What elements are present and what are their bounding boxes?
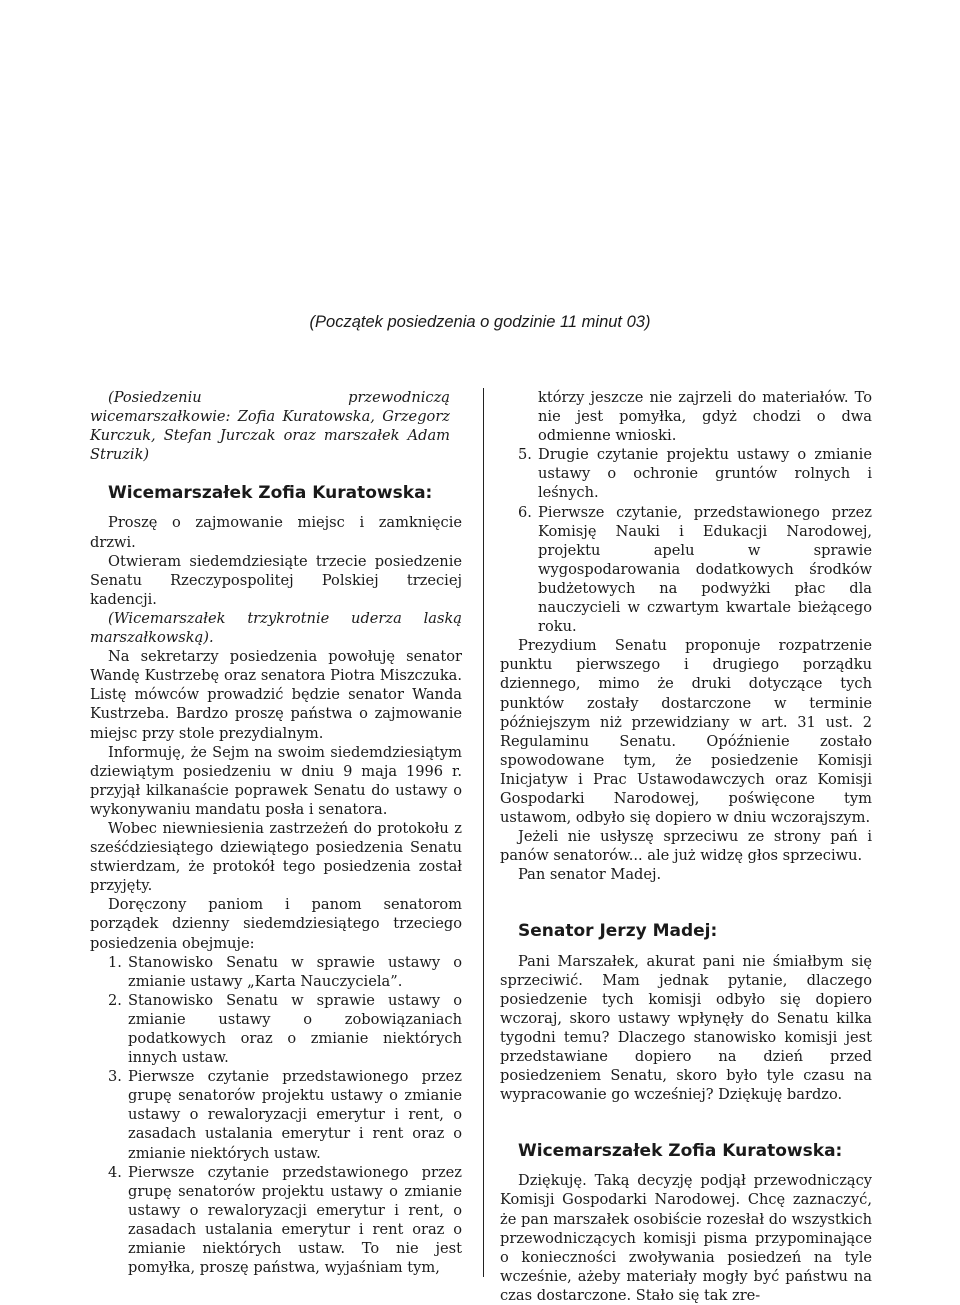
agenda-item-number: 5. bbox=[518, 446, 532, 464]
agenda-item bbox=[90, 991, 462, 1067]
stage-note: (Wicemarszałek trzykrotnie uderza laską marszałkowską). bbox=[90, 609, 462, 647]
paragraph: Proszę o zajmowanie miejsc i zamknięcie drzwi. bbox=[90, 514, 462, 551]
agenda-item bbox=[500, 445, 872, 502]
agenda-item-number: 6. bbox=[518, 503, 532, 521]
agenda-item-text: Stanowisko Senatu w sprawie ustawy o zmianie ustawy „Karta Nauczyciela”. bbox=[128, 953, 462, 990]
paragraph: Na sekretarzy posiedzenia powołuję senator Wandę Kustrzebę oraz senatora Piotra Miszczuka. Listę mówców prowadzić będzie senator Wanda Kustrzeba. Bardzo proszę państwa o zajmowanie miejsc przy stole prezydialnym. bbox=[90, 648, 462, 742]
session-opening-note: (Początek posiedzenia o godzinie 11 minut 03) bbox=[309, 313, 651, 331]
agenda-item-text: Pierwsze czytanie przedstawionego przez grupę senatorów projektu ustawy o zmianie ustawy o rewaloryzacji emerytur i rent, o zasadach ustalania emerytur i rent oraz o zmianie niektórych ustaw. bbox=[128, 1068, 462, 1162]
paragraph: Dziękuję. Taką decyzję podjął przewodniczący Komisji Gospodarki Narodowej. Chcę zaznaczyć, że pan marszałek osobiście rozesłał do wszystkich przewodniczących komisji pisma przypominające o konieczności zwoływania posiedzeń na tyle wcześnie, ażeby materiały mogły być państwu na czas dostarczone. Stało się tak zre- bbox=[500, 1172, 872, 1304]
agenda-item-number: 3. bbox=[108, 1068, 122, 1086]
column-divider bbox=[483, 388, 484, 1277]
agenda-item bbox=[500, 503, 872, 637]
agenda-item-text: Pierwsze czytanie przedstawionego przez grupę senatorów projektu ustawy o zmianie ustawy o rewaloryzacji emerytur i rent, o zasadach ustalania emerytur i rent oraz o zmianie niektórych ustaw. To nie jest pomyłka, proszę państwa, wyjaśniam tym, bbox=[128, 1163, 462, 1277]
speaker-heading: Wicemarszałek Zofia Kuratowska: bbox=[108, 483, 433, 504]
speaker-heading: Senator Jerzy Madej: bbox=[518, 921, 718, 942]
agenda-item-number: 2. bbox=[108, 991, 122, 1009]
agenda-item bbox=[90, 1163, 462, 1278]
right-column bbox=[500, 388, 872, 1305]
paragraph: Wobec niewniesienia zastrzeżeń do protokołu z sześćdziesiątego dziewiątego posiedzenia Senatu stwierdzam, że protokół tego posiedzenia został przyjęty. bbox=[90, 819, 462, 895]
paragraph: Doręczony paniom i panom senatorom porządek dzienny siedemdziesiątego trzeciego posiedzenia obejmuje: bbox=[90, 896, 462, 952]
paragraph: Pani Marszałek, akurat pani nie śmiałbym się sprzeciwić. Mam jednak pytanie, dlaczego posiedzenie tych komisji odbyło się dopiero wczoraj, skoro ustawy wpłynęły do Senatu kilka tygodni temu? Dlaczego stanowisko komisji jest przedstawiane dopiero na dzień przed posiedzeniem Senatu, skoro było tyle czasu na wypracowanie go wcześniej? Dziękuję bardzo. bbox=[500, 952, 872, 1104]
agenda-item-number: 4. bbox=[108, 1163, 122, 1181]
agenda-list bbox=[500, 445, 872, 636]
paragraph: Prezydium Senatu proponuje rozpatrzenie punktu pierwszego i drugiego porządku dziennego, mimo że druki dotyczące tych punktów zostały dostarczone w terminie późniejszym niż przewidziany w art. 31 ust. 2 Regulaminu Senatu. Opóźnienie zostało spowodowane tym, że posiedzenie Komisji Inicjatyw i Prac Ustawodawczych oraz Komisji Gospodarki Narodowej, poświęcone tym ustawom, odbyło się dopiero w dniu wczorajszym. bbox=[500, 637, 872, 827]
agenda-item bbox=[90, 953, 462, 991]
paragraph: Informuję, że Sejm na swoim siedemdziesiątym dziewiątym posiedzeniu w dniu 9 maja 1996 r. przyjął kilkanaście poprawek Senatu do ustawy o wykonywaniu mandatu posła i senatora. bbox=[90, 743, 462, 818]
agenda-item-text: Pierwsze czytanie, przedstawionego przez Komisję Nauki i Edukacji Narodowej, projektu apelu w sprawie wygospodarowania dodatkowych środków budżetowych na podwyżki płac dla nauczycieli w czwartym kwartale bieżącego roku. bbox=[538, 503, 872, 636]
paragraph: Jeżeli nie usłyszę sprzeciwu ze strony pań i panów senatorów... ale już widzę głos sprzeciwu. bbox=[500, 828, 872, 865]
paragraph: Otwieram siedemdziesiąte trzecie posiedzenie Senatu Rzeczypospolitej Polskiej trzeciej kadencji. bbox=[90, 552, 462, 608]
paragraph: Pan senator Madej. bbox=[518, 866, 662, 884]
agenda-item bbox=[90, 1067, 462, 1162]
agenda-item-number: 1. bbox=[108, 953, 122, 971]
agenda-item-text: Drugie czytanie projektu ustawy o zmianie ustawy o ochronie gruntów rolnych i leśnych. bbox=[538, 446, 872, 502]
agenda-item-text: Stanowisko Senatu w sprawie ustawy o zmianie ustawy o zobowiązaniach podatkowych oraz o zmianie niektórych innych ustaw. bbox=[128, 991, 462, 1067]
agenda-list bbox=[90, 953, 462, 1278]
chair-note: (Posiedzeniu przewodniczą wicemarszałkowie: Zofia Kuratowska, Grzegorz Kurczuk, Stefan Jurczak oraz marszałek Adam Struzik) bbox=[90, 389, 450, 464]
left-column bbox=[90, 388, 462, 1277]
speaker-heading: Wicemarszałek Zofia Kuratowska: bbox=[518, 1141, 843, 1162]
agenda-continuation: którzy jeszcze nie zajrzeli do materiałów. To nie jest pomyłka, gdyż chodzi o dwa odmienne wnioski. bbox=[538, 389, 872, 445]
